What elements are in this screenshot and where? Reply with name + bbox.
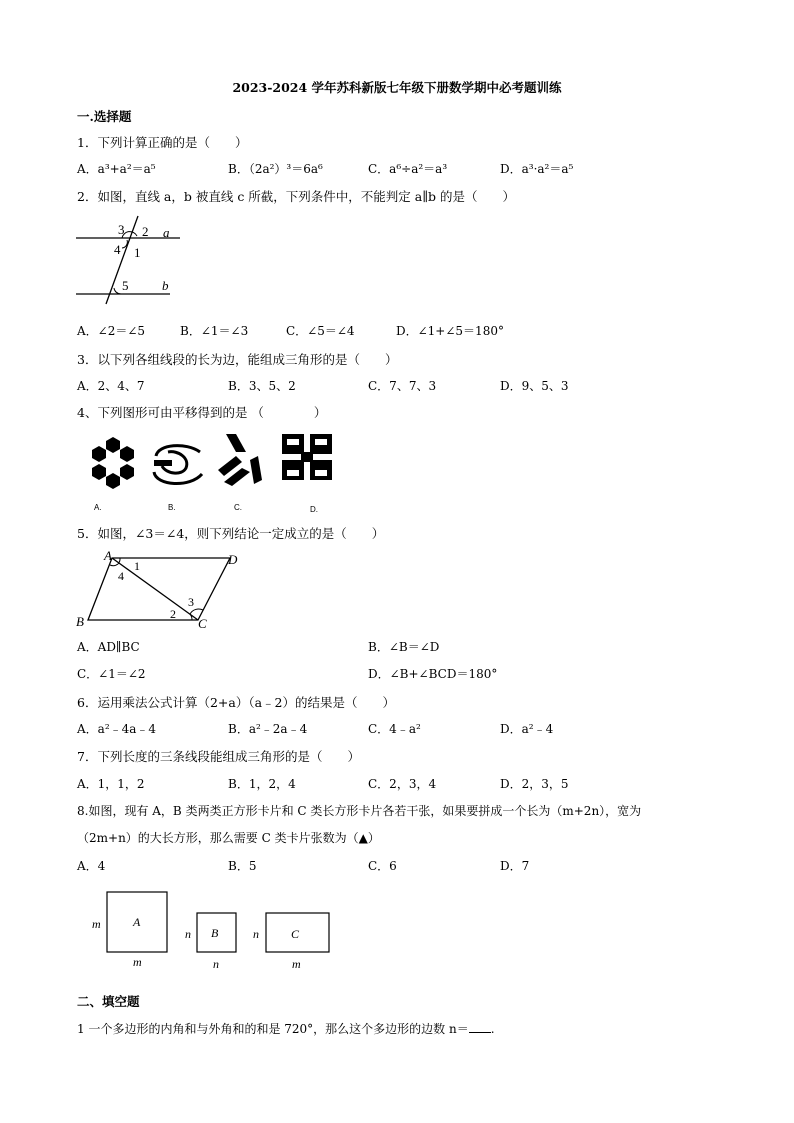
q1-option-a: A．a³+a²＝a⁵ xyxy=(77,162,156,176)
q8-card-a-label: A xyxy=(133,915,141,929)
q5-parallelogram-figure xyxy=(74,548,244,633)
fill-q1-stem: 1 一个多边形的内角和与外角和的和是 720°，那么这个多边形的边数 n＝ xyxy=(77,1022,469,1036)
q7-option-d: D．2，3，5 xyxy=(500,777,569,791)
q8-stem-line2: （2m+n）的大长方形，那么需要 C 类卡片张数为（▲） xyxy=(77,831,380,845)
q5-option-b: B．∠B＝∠D xyxy=(368,640,440,654)
q8-side-n-c: n xyxy=(253,927,259,941)
q6-option-d: D．a²﹣4 xyxy=(500,722,554,736)
q5-option-a: A．AD∥BC xyxy=(77,640,140,654)
q8-option-d: D．7 xyxy=(500,859,530,873)
q4-stem: 4、下列图形可由平移得到的是 （ ） xyxy=(77,405,327,420)
q5-vertex-c: C xyxy=(198,616,207,631)
q4-caption-c: C. xyxy=(234,503,242,512)
q7-stem: 7．下列长度的三条线段能组成三角形的是（ ） xyxy=(77,749,360,764)
q3-option-b: B．3、5、2 xyxy=(228,379,296,393)
q8-bottom-n-b: n xyxy=(213,957,219,971)
page-title: 2023-2024 学年苏科新版七年级下册数学期中必考题训练 xyxy=(232,80,562,95)
q5-stem: 5．如图，∠3＝∠4，则下列结论一定成立的是（ ） xyxy=(77,526,385,541)
fill-q1 xyxy=(77,1020,495,1037)
q5-vertex-d: D xyxy=(228,552,238,567)
q8-card-c-label: C xyxy=(291,927,300,941)
q4-shape-d-blocks xyxy=(282,434,332,480)
q2-option-a: A．∠2＝∠5 xyxy=(77,324,146,338)
fill-q1-end: . xyxy=(490,1022,495,1036)
q7-option-c: C．2，3，4 xyxy=(368,777,437,791)
q4-caption-a: A. xyxy=(94,503,102,512)
q5-option-c: C．∠1＝∠2 xyxy=(77,667,146,681)
q8-card-b-label: B xyxy=(211,926,219,940)
section-choice-heading: 一.选择题 xyxy=(77,109,132,124)
q3-option-d: D．9、5、3 xyxy=(500,379,569,393)
q7-option-a: A．1，1，2 xyxy=(77,777,145,791)
q5-angle-3: 3 xyxy=(188,595,194,609)
q1-stem: 1．下列计算正确的是（ ） xyxy=(77,135,248,150)
q2-option-c: C．∠5＝∠4 xyxy=(286,324,355,338)
q8-side-m-a: m xyxy=(92,917,101,931)
q3-option-c: C．7、7、3 xyxy=(368,379,437,393)
q4-shape-a-hexagons xyxy=(92,437,134,489)
q2-label-a: a xyxy=(163,225,170,240)
q5-angle-2: 2 xyxy=(170,607,176,621)
q8-bottom-m-c: m xyxy=(292,957,301,971)
q8-bottom-m-a: m xyxy=(133,955,142,969)
fill-q1-answer-blank[interactable] xyxy=(469,1021,491,1033)
q4-caption-b: B. xyxy=(168,503,176,512)
q2-option-b: B．∠1＝∠3 xyxy=(180,324,249,338)
q2-label-3: 3 xyxy=(118,222,125,237)
q5-option-d: D．∠B+∠BCD＝180° xyxy=(368,667,498,681)
q7-option-b: B．1，2，4 xyxy=(228,777,296,791)
q6-option-a: A．a²﹣4a﹣4 xyxy=(77,722,157,736)
q6-option-b: B．a²﹣2a﹣4 xyxy=(228,722,308,736)
q8-option-c: C．6 xyxy=(368,859,397,873)
q4-shapes-figure xyxy=(86,430,346,515)
q4-shape-c-arrows xyxy=(218,434,262,486)
q3-option-a: A．2、4、7 xyxy=(77,379,145,393)
q2-stem: 2．如图，直线 a，b 被直线 c 所截，下列条件中，不能判定 a∥b 的是（ ） xyxy=(77,189,515,204)
q5-angle-1: 1 xyxy=(134,559,140,573)
q2-label-1: 1 xyxy=(134,245,141,260)
q8-cards-figure xyxy=(86,886,346,976)
q2-label-b: b xyxy=(162,278,169,293)
q2-label-2: 2 xyxy=(142,224,149,239)
q3-stem: 3．以下列各组线段的长为边，能组成三角形的是（ ） xyxy=(77,352,398,367)
q5-vertex-b: B xyxy=(76,614,84,629)
q4-caption-d: D. xyxy=(310,505,318,514)
q8-side-n-b: n xyxy=(185,927,191,941)
q1-option-c: C．a⁶÷a²＝a³ xyxy=(368,162,448,176)
q8-stem-line1: 8.如图，现有 A，B 类两类正方形卡片和 C 类长方形卡片各若干张，如果要拼成一个长为（m+2n），宽为 xyxy=(77,804,642,818)
q2-label-4: 4 xyxy=(114,242,121,257)
q8-option-a: A．4 xyxy=(77,859,106,873)
q2-label-5: 5 xyxy=(122,278,129,293)
q2-parallel-lines-figure xyxy=(70,210,190,305)
section-fill-heading: 二、填空题 xyxy=(77,994,140,1009)
q6-option-c: C．4﹣a² xyxy=(368,722,421,736)
q1-option-b: B．（2a²）³＝6a⁶ xyxy=(228,162,323,176)
q5-vertex-a: A xyxy=(104,548,112,563)
q6-stem: 6．运用乘法公式计算（2+a）（a﹣2）的结果是（ ） xyxy=(77,695,395,710)
q1-option-d: D．a³·a²＝a⁵ xyxy=(500,162,574,176)
q2-option-d: D．∠1+∠5＝180° xyxy=(396,324,504,338)
q5-angle-4: 4 xyxy=(118,569,124,583)
q4-shape-b-rings xyxy=(154,446,202,484)
q8-option-b: B．5 xyxy=(228,859,257,873)
